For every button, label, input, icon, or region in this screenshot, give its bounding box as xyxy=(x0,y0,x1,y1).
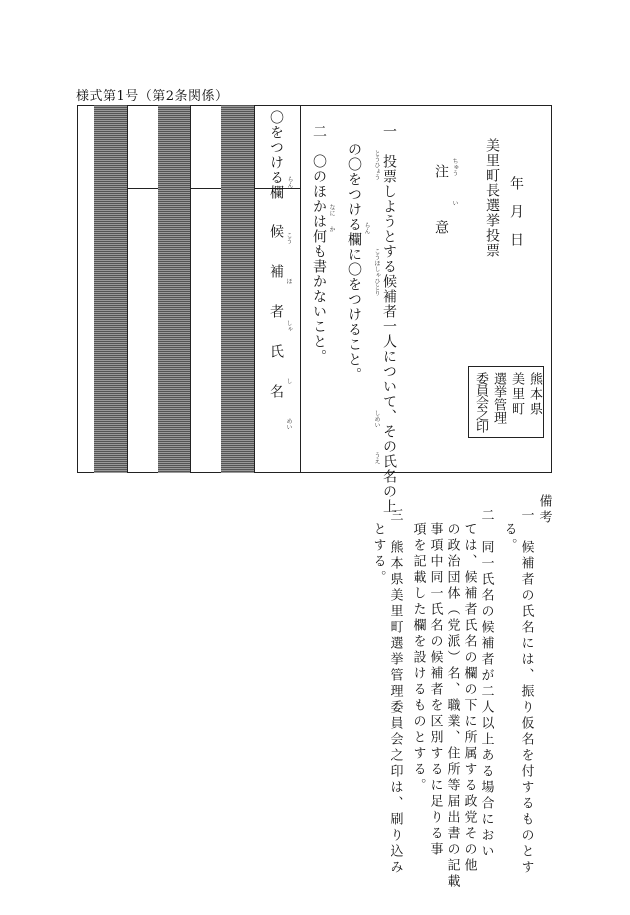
caution-item-1-part1: 一 投票しようとする候補者一人について、その氏名の上 xyxy=(381,124,397,514)
caution-ruby-item2: なに xyxy=(328,204,335,216)
row-divider xyxy=(190,188,221,189)
candidate-ruby-mei: めい xyxy=(285,418,292,430)
notes-line: 三 熊本県美里町選挙管理委員会之印は、刷り込み xyxy=(387,508,403,876)
caution-ruby-chuu: ちゅう xyxy=(451,158,458,176)
caution-ruby-ue: うえ xyxy=(373,452,380,464)
column-divider xyxy=(190,105,191,473)
caution-ruby-kouhosha: こうほしゃひとり xyxy=(373,248,380,296)
caution-ruby-shimei: しめい xyxy=(373,410,380,428)
notes-line: 二 同一氏名の候補者が二人以上ある場合におい xyxy=(478,508,494,860)
notes-line: 項を記載した欄を設けるものとする。 xyxy=(410,522,426,794)
column-divider xyxy=(127,105,128,473)
notes-line: る。 xyxy=(501,522,517,554)
caution-item-2: 二 〇のほかは何も書かないこと。 xyxy=(311,124,327,364)
notes-line: ては、候補者氏名の欄の下に所属する政党その他 xyxy=(461,522,477,874)
notes-line: 事項中同一氏名の候補者を区別するに足りる事 xyxy=(427,522,443,858)
caution-ruby-i: い xyxy=(451,200,458,206)
notes-line: の政治団体（党派）名、職業、住所等届出書の記載 xyxy=(444,522,460,890)
form-label: 様式第1号（第2条関係） xyxy=(76,89,229,104)
notes-line: とする。 xyxy=(370,522,386,586)
shaded-column-2 xyxy=(158,105,191,473)
notes-title: 備考 xyxy=(536,494,552,526)
ballot-title: 美里町長選挙投票 xyxy=(484,138,500,258)
caution-title: 注 意 xyxy=(433,164,449,248)
stamp-line-1: 熊本県 xyxy=(527,372,542,417)
caution-ruby-item2b: か xyxy=(328,226,335,232)
date-line: 年 月 日 xyxy=(508,176,524,246)
mark-column-header: 〇をつける欄 xyxy=(268,110,284,200)
stamp-line-3: 選挙管理 xyxy=(491,372,506,424)
candidate-column-header: 候補者氏名 xyxy=(268,224,284,424)
shaded-column-3 xyxy=(221,105,254,473)
mark-column-ruby: らん xyxy=(286,176,293,188)
stamp-line-4: 委員会之印 xyxy=(473,372,488,432)
column-divider xyxy=(300,105,301,473)
candidate-ruby-ho: ほ xyxy=(285,278,292,284)
election-committee-stamp xyxy=(468,366,544,438)
notes-line: 一 候補者の氏名には、振り仮名を付するものとす xyxy=(518,508,534,876)
candidate-ruby-shi: し xyxy=(285,378,292,384)
candidate-ruby-sha: しゃ xyxy=(285,320,292,332)
stamp-line-2: 美里町 xyxy=(509,372,524,417)
column-divider xyxy=(254,105,255,473)
shaded-column-1 xyxy=(94,105,127,473)
caution-item-1-part2: の〇をつける欄に〇をつけること。 xyxy=(346,142,362,382)
caution-ruby-ran: らん xyxy=(363,222,370,234)
row-divider xyxy=(127,188,158,189)
caution-ruby-touhyou: とうひょう xyxy=(373,150,380,180)
candidate-ruby-ko: こう xyxy=(285,232,292,244)
